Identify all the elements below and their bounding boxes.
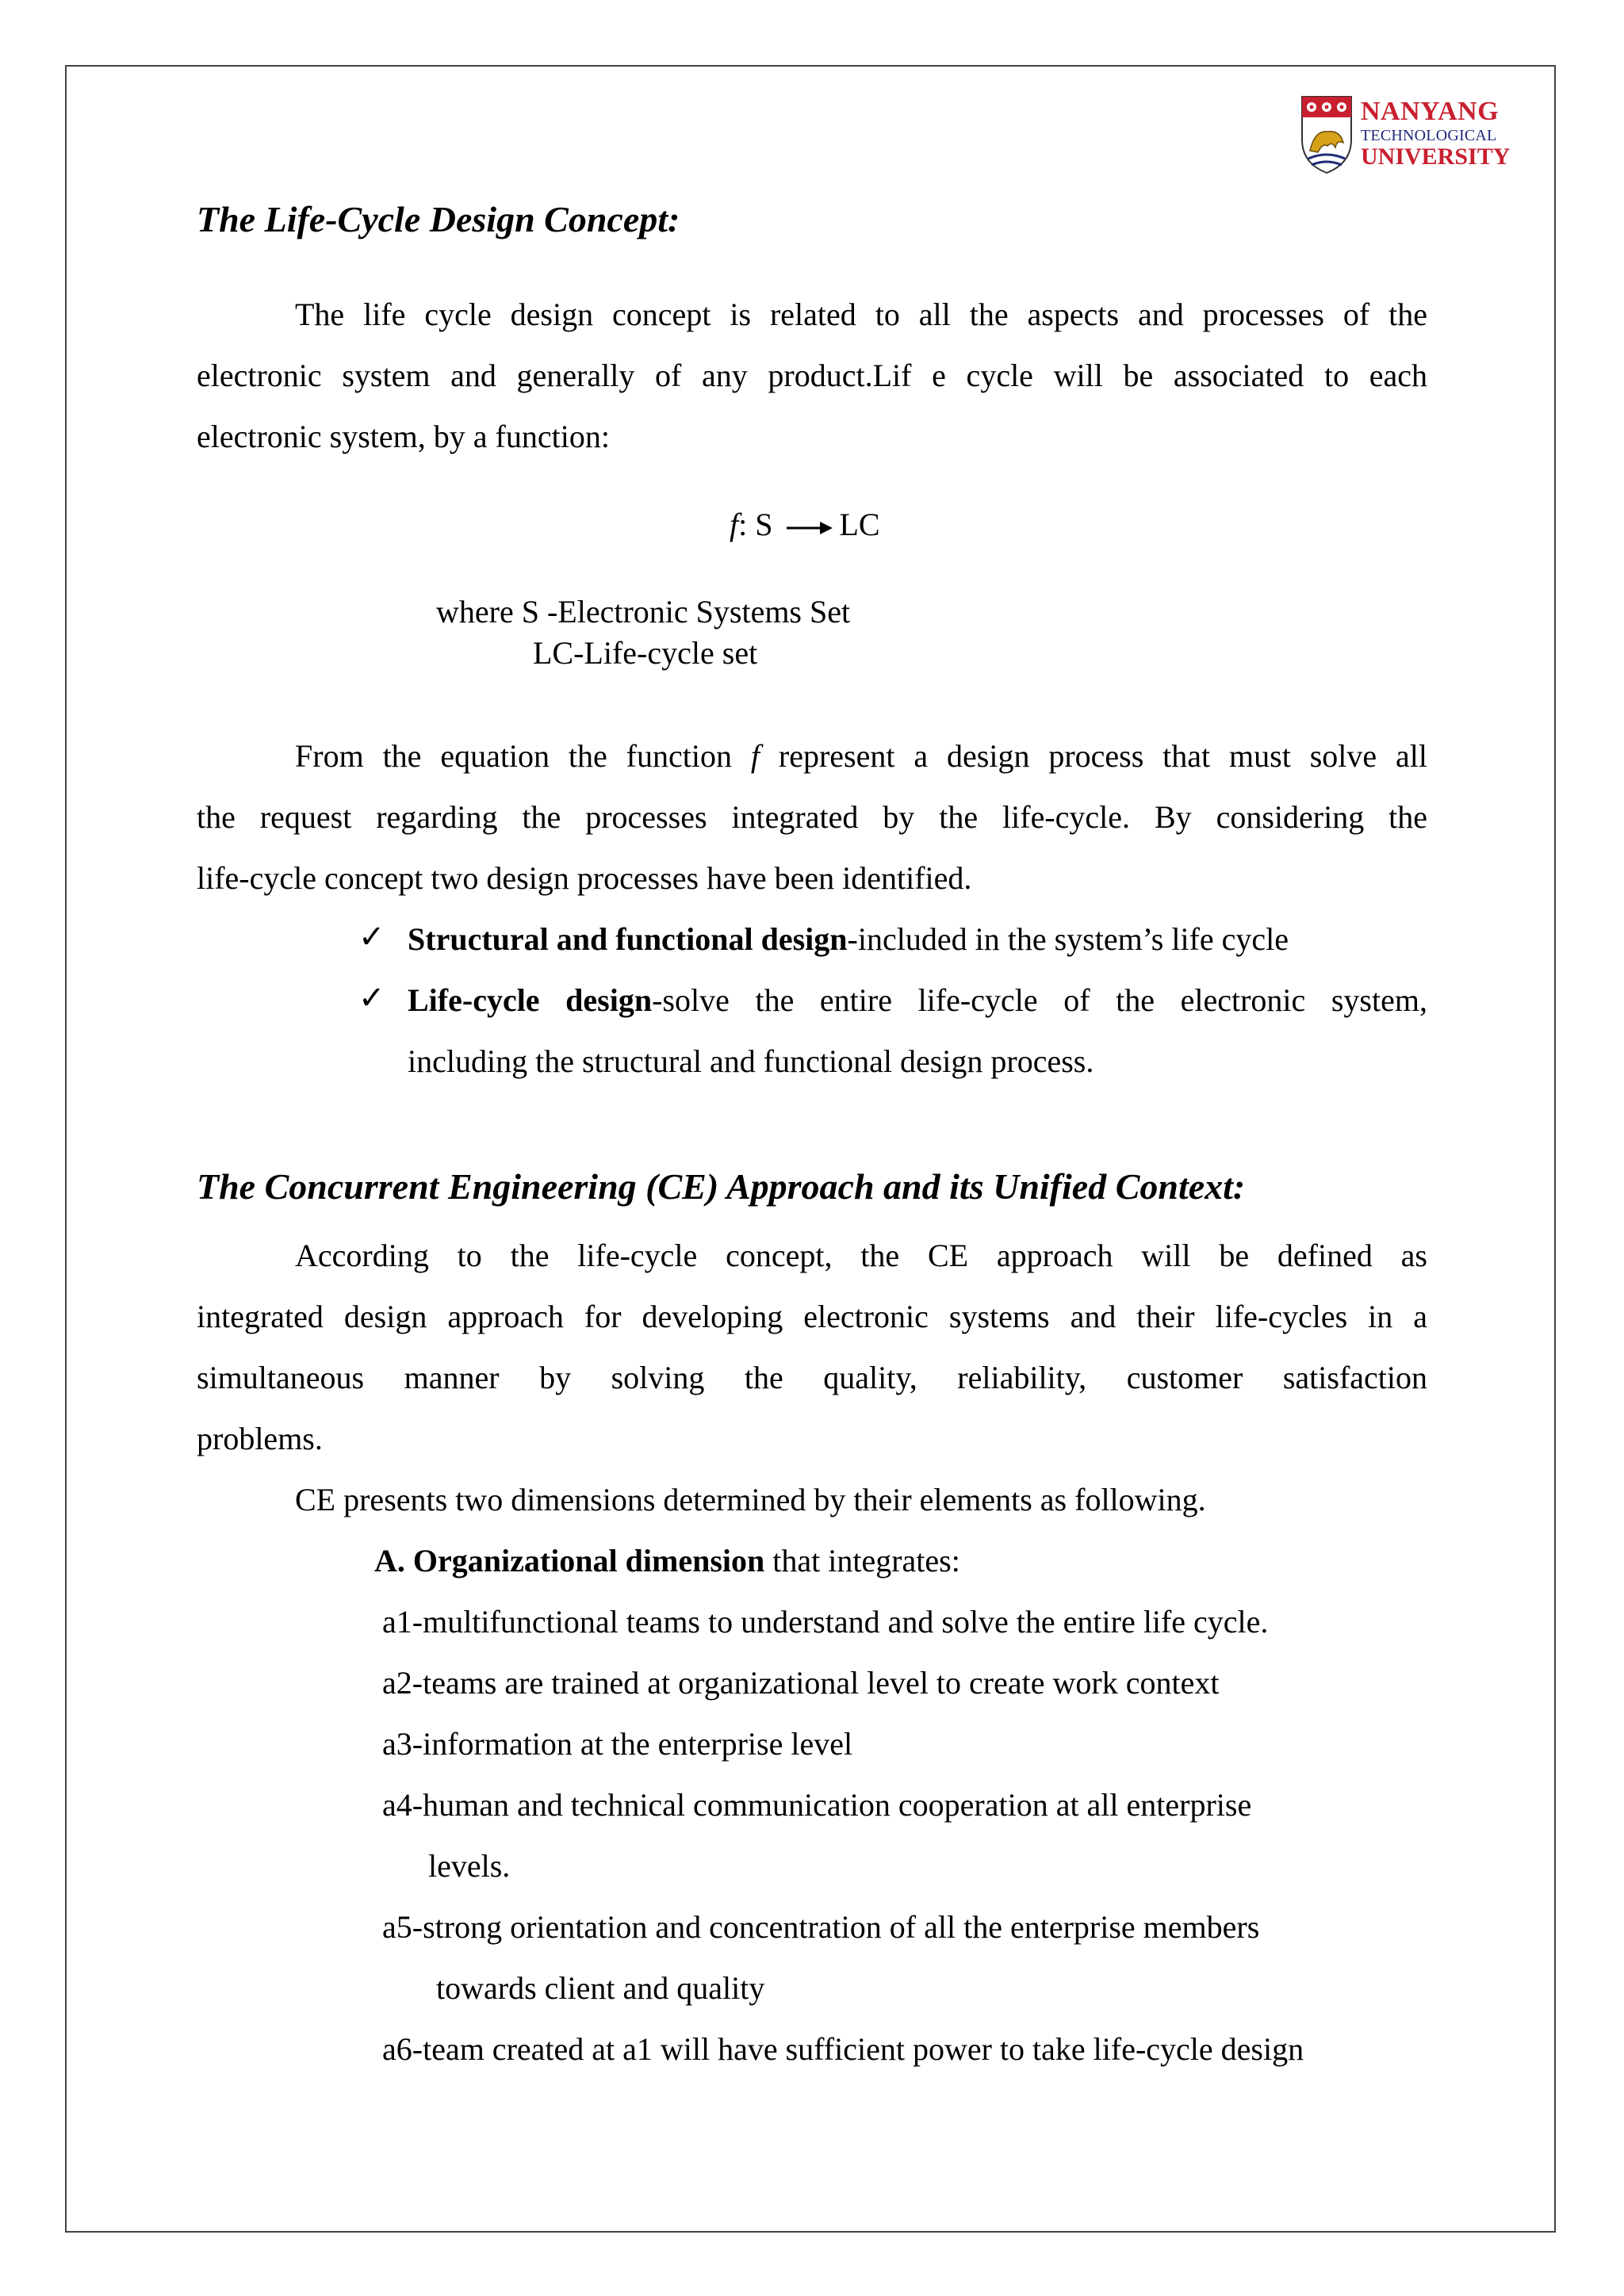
paragraph-line: electronic system and generally of any product.Lif e cycle will be associated to each bbox=[197, 358, 1427, 393]
list-item: a1-multifunctional teams to understand and solve the entire life cycle. bbox=[382, 1604, 1269, 1640]
logo-line-2: TECHNOLOGICAL bbox=[1361, 127, 1497, 144]
list-item: a2-teams are trained at organizational level to create work context bbox=[382, 1665, 1220, 1701]
formula-f: f bbox=[730, 507, 739, 542]
check-icon: ✓ bbox=[358, 980, 385, 1016]
where-line-2: LC-Life-cycle set bbox=[533, 635, 758, 671]
section-1-title: The Life-Cycle Design Concept: bbox=[197, 199, 680, 239]
paragraph-line: the request regarding the processes integrated by the life-cycle. By considering the bbox=[197, 799, 1427, 835]
paragraph-line: The life cycle design concept is related to all the aspects and processes of the bbox=[295, 297, 1427, 332]
list-item: a3-information at the enterprise level bbox=[382, 1726, 853, 1762]
bullet-item: Structural and functional design-included in the system’s life cycle bbox=[408, 921, 1289, 957]
formula bbox=[730, 506, 880, 543]
logo-line-3: UNIVERSITY bbox=[1361, 144, 1511, 170]
paragraph-line: From the equation the function f represent a design process that must solve all bbox=[295, 738, 1428, 774]
paragraph-line: According to the life-cycle concept, the CE approach will be defined as bbox=[295, 1238, 1427, 1273]
paragraph-line: electronic system, by a function: bbox=[197, 419, 610, 454]
arrow-right-icon bbox=[785, 519, 834, 537]
crest-icon bbox=[1300, 95, 1353, 174]
list-item: a5-strong orientation and concentration of all the enterprise members bbox=[382, 1909, 1260, 1945]
check-icon: ✓ bbox=[358, 919, 385, 955]
bullet-item: Life-cycle design-solve the entire life-cycle of the electronic system, bbox=[408, 982, 1427, 1018]
list-item: a4-human and technical communication cooperation at all enterprise bbox=[382, 1787, 1252, 1823]
section-2-title: The Concurrent Engineering (CE) Approach and its Unified Context: bbox=[197, 1166, 1246, 1207]
logo-line-1: NANYANG bbox=[1361, 97, 1500, 126]
list-item: a6-team created at a1 will have sufficient power to take life-cycle design bbox=[382, 2031, 1304, 2067]
formula-left: : S bbox=[738, 507, 773, 542]
where-line-1: where S -Electronic Systems Set bbox=[436, 594, 851, 629]
paragraph-line: integrated design approach for developing electronic systems and their life-cycles in a bbox=[197, 1299, 1427, 1334]
dimension-heading: A. Organizational dimension that integrates: bbox=[374, 1543, 960, 1578]
paragraph-line: simultaneous manner by solving the quality, reliability, customer satisfaction bbox=[197, 1360, 1427, 1395]
university-logo bbox=[1300, 95, 1511, 182]
bullet-item-continued: including the structural and functional design process. bbox=[408, 1043, 1094, 1079]
paragraph-line: life-cycle concept two design processes have been identified. bbox=[197, 860, 972, 896]
paragraph-line: CE presents two dimensions determined by their elements as following. bbox=[295, 1482, 1206, 1517]
formula-right: LC bbox=[839, 507, 880, 542]
list-item-continued: levels. bbox=[428, 1848, 511, 1884]
list-item-continued: towards client and quality bbox=[436, 1970, 765, 2006]
paragraph-line: problems. bbox=[197, 1421, 323, 1456]
